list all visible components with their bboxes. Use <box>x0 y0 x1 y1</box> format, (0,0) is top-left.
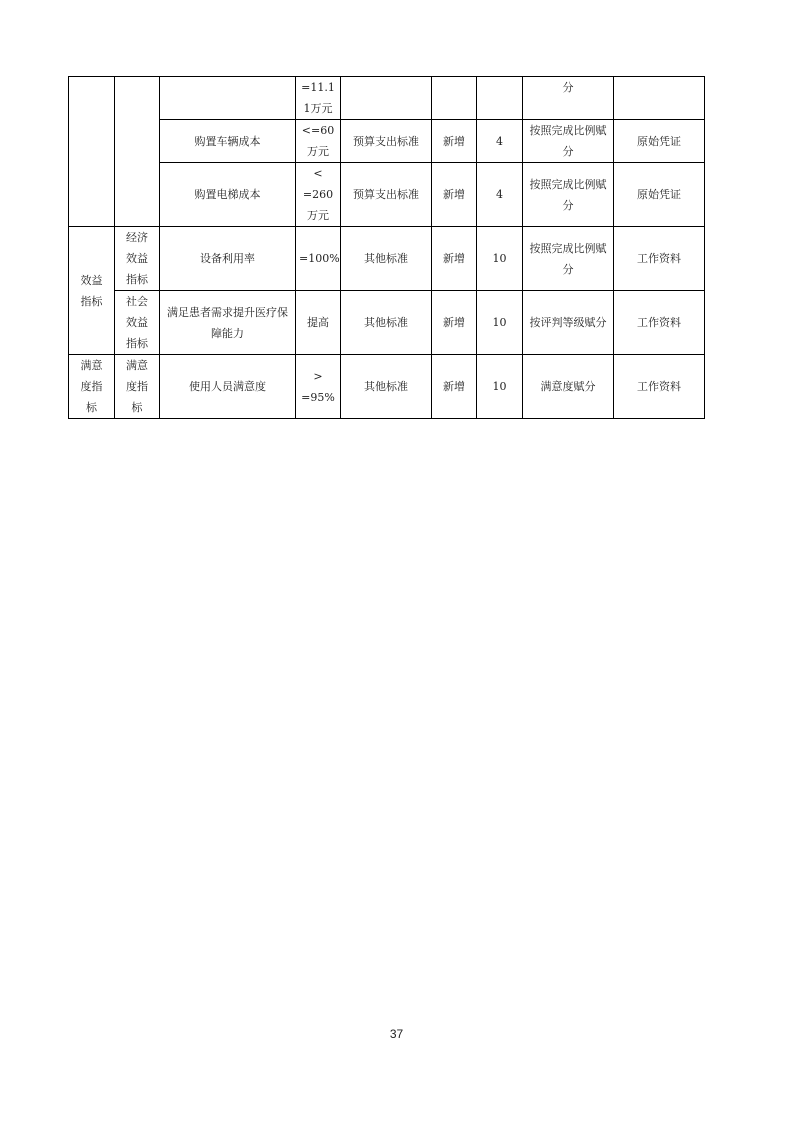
type-cell: 新增 <box>432 355 477 419</box>
standard-cell: 其他标准 <box>341 227 432 291</box>
indicator-value-cell: <=60 万元 <box>296 120 341 163</box>
indicator-name-cell <box>160 77 296 120</box>
standard-cell: 其他标准 <box>341 291 432 355</box>
level2-indicator-cell: 满意 度指 标 <box>115 355 160 419</box>
data-source-cell: 工作资料 <box>614 227 705 291</box>
indicator-name-cell: 满足患者需求提升医疗保 障能力 <box>160 291 296 355</box>
table-row <box>69 291 705 355</box>
level1-indicator-cell: 满意 度指 标 <box>69 355 115 419</box>
indicator-value-cell: < =260 万元 <box>296 163 341 227</box>
indicator-value-cell: 提高 <box>296 291 341 355</box>
scoring-method-cell: 按照完成比例赋 分 <box>523 163 614 227</box>
type-cell <box>432 77 477 120</box>
weight-cell: 4 <box>477 163 523 227</box>
weight-cell <box>477 77 523 120</box>
scoring-method-cell: 按照完成比例赋 分 <box>523 120 614 163</box>
indicator-name-cell: 购置车辆成本 <box>160 120 296 163</box>
indicator-value-cell: > =95% <box>296 355 341 419</box>
type-cell: 新增 <box>432 291 477 355</box>
type-cell: 新增 <box>432 227 477 291</box>
indicator-value-cell: =100% <box>296 227 341 291</box>
data-source-cell: 原始凭证 <box>614 120 705 163</box>
data-source-cell: 工作资料 <box>614 291 705 355</box>
weight-cell: 10 <box>477 355 523 419</box>
standard-cell: 其他标准 <box>341 355 432 419</box>
indicator-name-cell: 购置电梯成本 <box>160 163 296 227</box>
weight-cell: 4 <box>477 120 523 163</box>
data-source-cell: 工作资料 <box>614 355 705 419</box>
table-row <box>69 227 705 291</box>
table-row <box>69 120 705 163</box>
data-source-cell: 原始凭证 <box>614 163 705 227</box>
indicator-name-cell: 设备利用率 <box>160 227 296 291</box>
performance-indicator-table <box>68 76 705 419</box>
table-row <box>69 163 705 227</box>
standard-cell: 预算支出标准 <box>341 120 432 163</box>
scoring-method-cell: 按照完成比例赋 分 <box>523 227 614 291</box>
type-cell: 新增 <box>432 163 477 227</box>
level1-indicator-cell <box>69 77 115 227</box>
page-number: 37 <box>389 1027 404 1041</box>
scoring-method-cell: 按评判等级赋分 <box>523 291 614 355</box>
table-row <box>69 77 705 120</box>
level2-indicator-cell: 经济 效益 指标 <box>115 227 160 291</box>
level1-indicator-cell: 效益 指标 <box>69 227 115 355</box>
table-row <box>69 355 705 419</box>
standard-cell <box>341 77 432 120</box>
scoring-method-cell: 满意度赋分 <box>523 355 614 419</box>
scoring-method-cell: 分 <box>523 77 614 120</box>
weight-cell: 10 <box>477 227 523 291</box>
level2-indicator-cell: 社会 效益 指标 <box>115 291 160 355</box>
indicator-value-cell: =11.1 1万元 <box>296 77 341 120</box>
level2-indicator-cell <box>115 77 160 227</box>
data-source-cell <box>614 77 705 120</box>
indicator-name-cell: 使用人员满意度 <box>160 355 296 419</box>
standard-cell: 预算支出标准 <box>341 163 432 227</box>
weight-cell: 10 <box>477 291 523 355</box>
type-cell: 新增 <box>432 120 477 163</box>
